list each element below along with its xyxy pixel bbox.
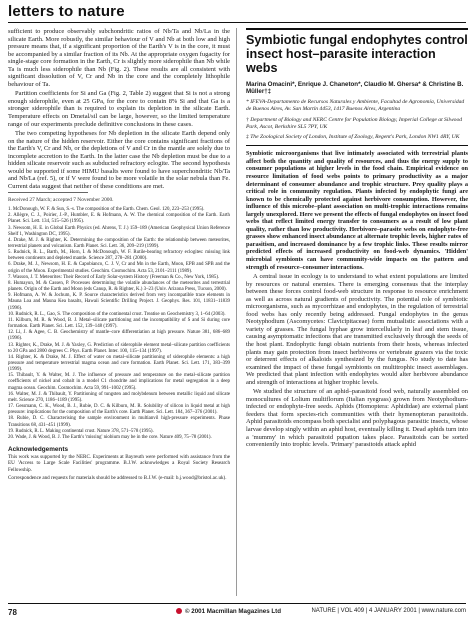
acknowledgements-heading: Acknowledgements	[8, 446, 69, 454]
references-rule	[8, 192, 88, 193]
right-column	[246, 28, 468, 451]
affiliation: ‡ The Zoological Society of London, Institute of Zoology, Regent's Park, London NW1 4RY, UK	[246, 134, 460, 141]
publisher-logo-icon	[176, 608, 182, 614]
publisher-line	[176, 608, 281, 615]
affiliation: * IFEVA-Departamento de Recursos Naturales y Ambiente, Facultad de Agronomía, Universidad de Buenos Aires, Av. San Martín 4453, 1417 Buenos Aires, Argentina	[246, 98, 465, 112]
reference-item: 9. Hofmann, A. W. & Jochum, K. P. Source characteristics derived from very incompatible trace elements in Mauna Loa and Mauna Kea basalts, Hawaii Scientific Drilling Project. J. Geophys. Res. 101, 11831–11839 (1996).	[8, 293, 230, 311]
column-divider	[236, 28, 237, 596]
abstract: Symbiotic microorganisms that live intimately associated with terrestrial plants affect both the quantity and quality of resources, and thus the energy supply to consumer populations at higher levels in the food chain. Empirical evidence on resource limitation of food webs points to primary productivity as a major determinant of consumer abundance and trophic structure. Prey quality plays a critical role in community regulation. Plants infected by endophytic fungi are known to be chemically protected against herbivore consumption. However, the influence of this microbe–plant association on multi-trophic interactions remains largely unexplored. Here we present the effects of fungal endophytes on insect food webs that reflect limited energy transfer to consumers as a result of low plant quality, rather than low productivity. Herbivore–parasite webs on endophyte-free grasses show enhanced insect abundance at alternate trophic levels, higher rates of parasitism, and increased dominance by a few trophic links. These results mirror predicted effects of increased productivity on food-web dynamics. 'Hidden' microbial symbionts can have community-wide impacts on the pattern and strength of resource–consumer interactions.	[246, 150, 468, 271]
journal-citation: NATURE | VOL 409 | 4 JANUARY 2001 | www.nature.com	[311, 608, 466, 614]
reference-item: 13. Righter, K., Drake, M. J. & Yaxley, G. Prediction of siderophile element metal–silicate partition coefficients to 20 GPa and 2800 degrees C. Phys. Earth Planet. Inter. 100, 115–134 (1997).	[8, 342, 230, 354]
page-footer	[0, 603, 474, 623]
body-paragraph: A central issue in ecology is to understand to what extent populations are limited by resources or natural enemies. There is emerging consensus that the interplay between these forces control food-web structure in response to resource enrichment as well as across natural gradients of productivity. The potential role of symbiotic microorganisms, such as mycorrhizae and endophytes, in the regulation of terrestrial food webs has only recently being addressed. Fungal endophytes in the genus Neotyphodium (Ascomycetes: Clavicipitaceae) form mutualistic associations with a variety of grasses. The fungal hyphae grow intercellularly in leaf and stem tissue, causing asymptomatic infections that are transmitted exclusively through the seeds of the host plant. Endophytic fungi obtain nutrients from their hosts, whereas infected plants may gain protection from insect herbivores or vertebrate grazers via the toxic or deterrent effects of alkaloids synthesized by the fungus. No study to date has examined the impact of these fungal symbionts on multitrophic insect assemblages. We predicted that plant infection with endophytes would alter herbivore abundance and strength of interactions at higher trophic levels.	[246, 273, 468, 386]
reference-item: 5. Rudnick, R. L., Barth, M., Horn, I. & McDonough, W. F. Rutile-bearing refractory eclogites: missing link between continents and depleted mantle. Science 287, 278–281 (2000).	[8, 250, 230, 262]
reference-item: 4. Drake, M. J. & Righter, K. Determining the composition of the Earth: the relationship between meteorites, terrestrial planets and volcanism. Earth Planet. Sci. Lett. 36, 209–219 (1999).	[8, 237, 230, 250]
publisher-text: © 2001 Macmillan Magazines Ltd	[185, 608, 282, 615]
running-header	[0, 0, 474, 22]
header-rule	[8, 22, 466, 23]
section-title: letters to nature	[8, 3, 125, 20]
reference-item: 15. Thibault, Y. & Walter, M. J. The influence of pressure and temperature on the metal–silicate partition coefficients of nickel and cobalt in a model C1 chondrite and implications for metal segregation in a deep magma ocean. Geochim. Cosmochim. Acta 59, 991–1002 (1995).	[8, 373, 230, 391]
body-paragraph: sufficient to produce observably subchondritic ratios of Nb/Ta and Nb/La in the silicate Earth. More robustly, the similar behaviour of V and Nb at both low and high pressure means that, if a significant proportion of the Earth's V is in the core, it must be accompanied by a similar fraction of its Nb. At the appropriate oxygen fugacity for single-stage core formation in the Earth, Cr is slightly more siderophile than Nb while Ta is much less siderophile than Nb (Fig. 2). These results are all consistent with significant dissolution of V, Cr and Nb in the core and the completely lithophile behaviour of Ta.	[8, 28, 230, 88]
page-number: 78	[8, 608, 17, 617]
correspondence-text: Correspondence and requests for materials should be addressed to B.J.W. (e-mail: b.j.wood@bristol.ac.uk).	[8, 474, 227, 481]
acknowledgements-text: This work was supported by the NERC. Experiments at Bayreuth were performed with assistance from the EU 'Access to Large Scale Facilities' programme. B.J.W. acknowledges a Royal Society Research Fellowship.	[8, 454, 230, 473]
reference-item: 11. Kilburn, M. R. & Wood, B. J. Metal–silicate partitioning and the incompatibility of S and Si during core formation. Earth Planet. Sci. Lett. 152, 139–148 (1997).	[8, 317, 230, 330]
body-paragraph: Partition coefficients for Si and Ga (Fig. 2, Table 2) suggest that Si is not a strong enough siderophile, even at 25 GPa, for the core to contain 8% Si and that Ga is a stronger siderophile than is required to explain its depletion in the silicate Earth. Temperature effects on Dmetal/sil can be large, however, so the limited temperature range of our experiments preclude definitive conclusions in these cases.	[8, 90, 230, 128]
article-authors: Marina Omacini*, Enrique J. Chaneton*, Claudio M. Ghersa* & Christine B. Müller†‡	[246, 80, 464, 96]
article-title-block	[246, 28, 468, 76]
footer-rule	[8, 603, 466, 604]
body-paragraph: The two competing hypotheses for Nb depletion in the silicate Earth depend only on the nature of the hidden reservoir. Either the core contains significant fractions of the Earth's V, Cr and Nb, or the depletions of V and Cr in the mantle are solely due to incomplete accretion to the Earth. In the latter case the Nb depletion must be due to a hidden silicate reservoir such as subducted refractory eclogite. The second hypothesis would be supported if some HIMU basalts were found to have superchondritic Nb/Ta and Nb/La (ref. 5), or if V were found to be more volatile in the solar nebula than Fe. Current data suggest that neither of these conditions are met.	[8, 130, 230, 190]
article-title: Symbiotic fungal endophytes control insect host–parasite interaction webs	[246, 33, 468, 76]
reference-item: 3. Newsom, H. E. in Global Earth Physics (ed. Ahrens, T. J.) 159–189 (American Geophysical Union Reference Shelf 1, Washington DC, 1995).	[8, 225, 230, 237]
body-paragraph: We studied the structure of an aphid–parasitoid food web, naturally assembled on monocultures of Lolium multiflorum (Italian ryegrass) grown from Neotyphodium-infected or endophyte-free seeds. Aphids (Homoptera: Aphididae) are external plant feeders that form species-rich communities with their hymenopteran parasitoids. Aphid parasitoids encompass both specialist and polyphagous parasitic insects, whose larvae develop singly within an aphid host, eventually killing it. Dead aphids turn into a 'mummy' in which parasitoid pupation takes place. Parasitoids can be sorted conveniently into trophic levels. 'Primary' parasitoids attack aphid	[246, 388, 468, 449]
reference-item: 6. Drake, M. J., Newsom, H. E. & Capobianco, C. J. V, Cr and Mn in the Earth, Moon, EPB and SPB and the origin of the Moon. Experimental studies. Geochim. Cosmochim. Acta 53, 2101–2111 (1989).	[8, 262, 230, 274]
reference-item: 20. Wade, J. & Wood, B. J. The Earth's 'missing' niobium may be in the core. Nature 409, 75–78 (2001).	[8, 434, 212, 440]
affiliation: † Department of Biology and NERC Centre for Population Biology, Imperial College at Silwood Park, Ascot, Berkshire SL5 7PY, UK	[246, 116, 463, 130]
reference-item: 19. Rudnick, R. L. Making continental crust. Nature 378, 571–578 (1995).	[8, 428, 154, 434]
reference-item: 2. Allègre, C. J., Poirier, J.-P., Humbler, E. & Hofmann, A. W. The chemical composition of the Earth. Earth Planet. Sci. Lett. 134, 515–526 (1995).	[8, 213, 230, 225]
reference-item: 17. Gessmann, C. K., Wood, B. J., Rubie, D. C. & Kilburn, M. R. Solubility of silicon in liquid metal at high pressure: implications for the composition of the Earth's core. Earth Planet. Sci. Lett. 184, 367–376 (2001).	[8, 404, 230, 416]
reference-item: 7. Wasson, J. T. Meteorites: Their Record of Early Solar-system History (Freeman & Co., New York, 1985).	[8, 274, 220, 280]
reference-item: 18. Rubie, D. C. Characterising the sample environment in multianvil high-pressure experiments. Phase Transitions 68, 431–451 (1999).	[8, 416, 230, 428]
left-column	[8, 28, 230, 483]
reference-item: 1. McDonough, W. F. & Sun, S.-s. The composition of the Earth. Chem. Geol. 120, 223–253 (1995).	[8, 207, 205, 213]
reference-item: 10. Rudnick, R. L., Gao, S. The composition of the continental crust. Treatise on Geochemistry 3, 1–64 (2003).	[8, 311, 226, 317]
reference-item: 8. Humayun, M. & Cassen, P. Processes determining the volatile abundances of the meteorites and terrestrial planets. Origin of the Earth and Moon (eds Canup, R. & Righter, K.) 3–23 (Univ. Arizona Press, Tucson, 2000).	[8, 280, 230, 293]
received-date: Received 27 March; accepted 7 November 2000.	[8, 197, 114, 204]
abstract-rule	[246, 145, 468, 146]
reference-item: 14. Righter, K. & Drake, M. J. Effect of water on metal–silicate partitioning of siderophile elements: a high pressure and temperature terrestrial magma ocean and core formation. Earth Planet. Sci. Lett. 171, 383–399 (1999).	[8, 354, 230, 373]
reference-item: 16. Walter, M. J. & Thibault, Y. Partitioning of tungsten and molybdenum between metallic liquid and silicate melt. Science 270, 1186–1189 (1995).	[8, 391, 230, 403]
reference-item: 12. Li, J. & Agee, C. B. Geochemistry of mantle–core differentiation at high pressure. Nature 381, 686–689 (1996).	[8, 330, 230, 342]
reference-list	[8, 207, 230, 441]
